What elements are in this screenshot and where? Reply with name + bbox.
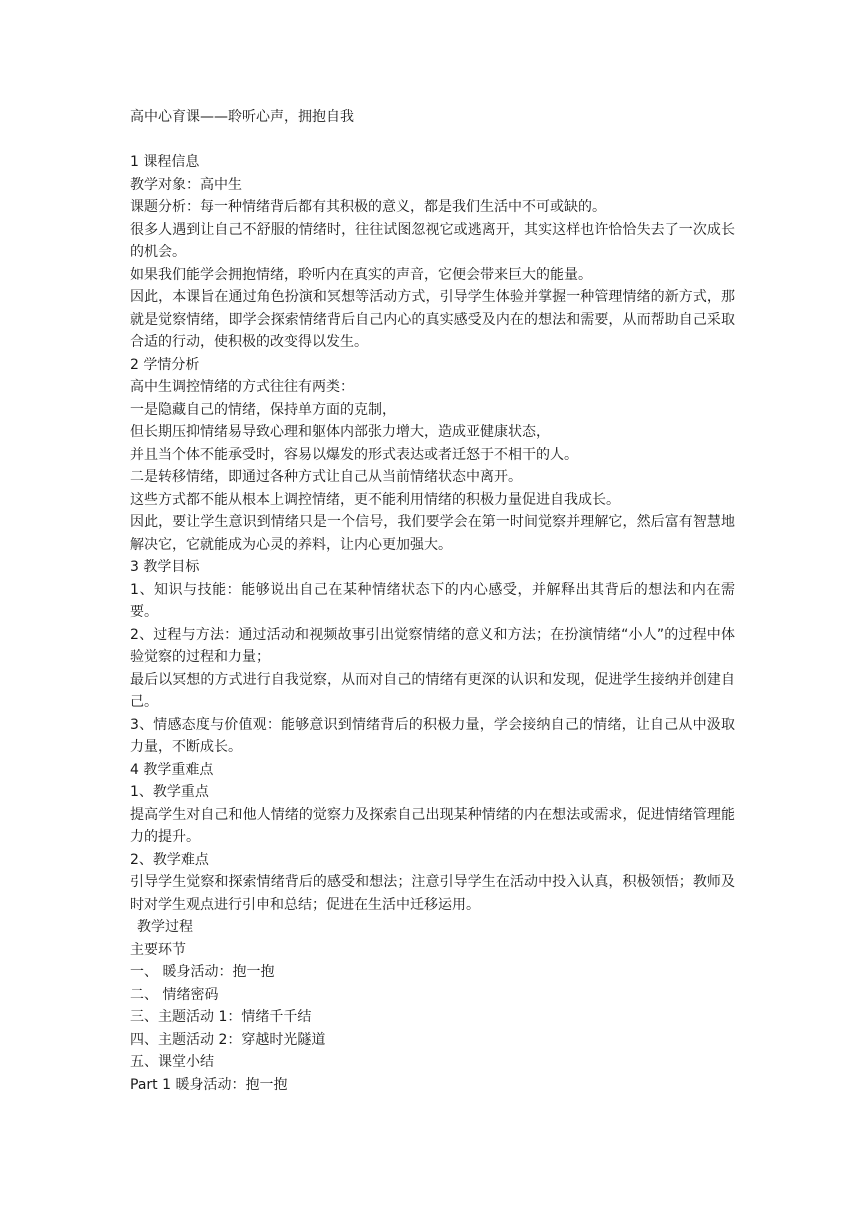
- blank-line: [130, 129, 735, 152]
- paragraph: 提高学生对自己和他人情绪的觉察力及探索自己出现某种情绪的内在想法或需求，促进情绪管理能力的提升。: [130, 806, 735, 845]
- paragraph: 但长期压抑情绪易导致心理和躯体内部张力增大，造成亚健康状态，: [130, 424, 550, 440]
- part-heading: Part 1 暖身活动：抱一抱: [130, 1076, 288, 1093]
- paragraph: 引导学生觉察和探索情绪背后的感受和想法；注意引导学生在活动中投入认真，积极领悟；教师及时对学生观点进行引申和总结；促进在生活中迁移运用。: [130, 874, 735, 913]
- paragraph: 1、知识与技能：能够说出自己在某种情绪状态下的内心感受，并解释出其背后的想法和内在需要。: [130, 581, 735, 620]
- paragraph: 这些方式都不能从根本上调控情绪，更不能利用情绪的积极力量促进自我成长。: [130, 491, 620, 508]
- section-heading-course-info: 1 课程信息: [130, 154, 200, 170]
- paragraph: 课题分析：每一种情绪背后都有其积极的意义，都是我们生活中不可或缺的。: [130, 199, 606, 215]
- section-heading-student-analysis: 2 学情分析: [130, 356, 200, 373]
- paragraph: 很多人遇到让自己不舒服的情绪时，往往试图忽视它或逃离开，其实这样也许恰恰失去了一次成长的机会。: [130, 221, 735, 260]
- paragraph: 最后以冥想的方式进行自我觉察，从而对自己的情绪有更深的认识和发现，促进学生接纳并创建自己。: [130, 671, 735, 710]
- paragraph: 二是转移情绪，即通过各种方式让自己从当前情绪状态中离开。: [130, 469, 522, 485]
- paragraph: 并且当个体不能承受时，容易以爆发的形式表达或者迁怒于不相干的人。: [130, 446, 578, 463]
- list-item: 三、主题活动 1：情绪千千结: [130, 1009, 312, 1025]
- list-item: 四、主题活动 2：穿越时光隧道: [130, 1031, 326, 1048]
- section-heading-key-points: 4 教学重难点: [130, 761, 214, 778]
- paragraph: 高中生调控情绪的方式往往有两类：: [130, 379, 354, 395]
- paragraph: 3、情感态度与价值观：能够意识到情绪背后的积极力量，学会接纳自己的情绪，让自己从中汲取力量，不断成长。: [130, 716, 735, 755]
- paragraph: 因此，本课旨在通过角色扮演和冥想等活动方式，引导学生体验并掌握一种管理情绪的新方式，那就是觉察情绪，即学会探索情绪背后自己内心的真实感受及内在的想法和需要，从而帮助自己采取合适的行动，使积极的改变得以发生。: [130, 289, 735, 350]
- paragraph: 2、过程与方法：通过活动和视频故事引出觉察情绪的意义和方法；在扮演情绪“小人”的过程中体验觉察的过程和力量；: [130, 626, 735, 665]
- document-body: [130, 106, 735, 1096]
- list-item: 一、 暖身活动：抱一抱: [130, 964, 275, 980]
- paragraph: 一是隐藏自己的情绪，保持单方面的克制，: [130, 401, 396, 418]
- paragraph: 主要环节: [130, 941, 186, 958]
- paragraph: 教学对象：高中生: [130, 176, 242, 193]
- list-item: 二、 情绪密码: [130, 986, 219, 1003]
- paragraph: 因此，要让学生意识到情绪只是一个信号，我们要学会在第一时间觉察并理解它，然后富有智慧地解决它，它就能成为心灵的养料，让内心更加强大。: [130, 514, 735, 553]
- section-heading-teaching-goals: 3 教学目标: [130, 559, 200, 575]
- subheading: 1、教学重点: [130, 784, 209, 800]
- paragraph: 如果我们能学会拥抱情绪，聆听内在真实的声音，它便会带来巨大的能量。: [130, 266, 592, 283]
- list-item: 五、课堂小结: [130, 1054, 214, 1070]
- subheading: 2、教学难点: [130, 851, 209, 868]
- section-heading-teaching-process: 教学过程: [137, 919, 193, 935]
- document-title: 高中心育课——聆听心声，拥抱自我: [130, 109, 354, 125]
